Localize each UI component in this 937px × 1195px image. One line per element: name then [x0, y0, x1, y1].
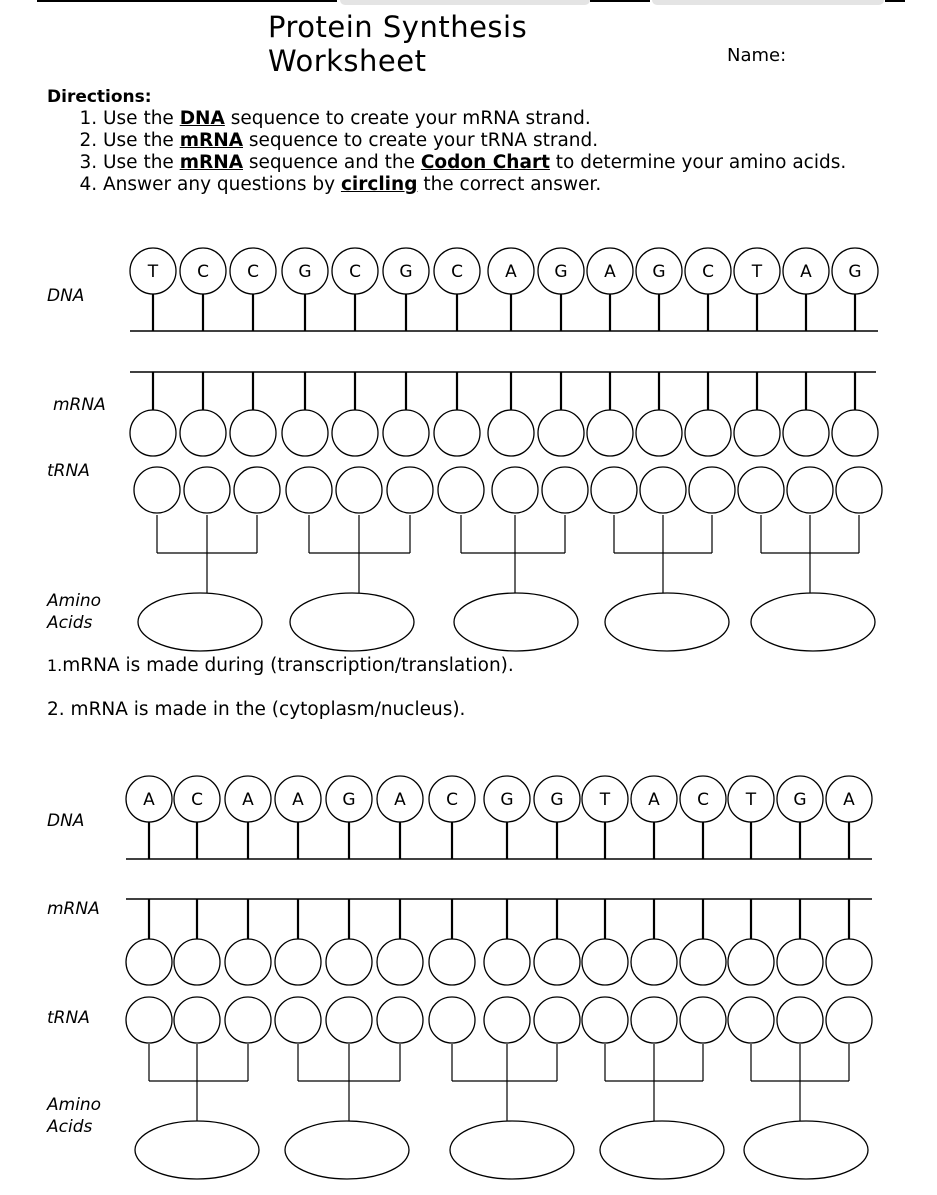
dna-base-letter: A [800, 262, 812, 282]
trna-blank-circle[interactable] [826, 997, 872, 1043]
trna-blank-circle[interactable] [134, 467, 180, 513]
trna-blank-circle[interactable] [225, 997, 271, 1043]
trna-blank-circle[interactable] [336, 467, 382, 513]
dna-base-letter: T [147, 262, 159, 282]
mrna-blank-circle[interactable] [734, 410, 780, 456]
dna-base-letter: C [247, 262, 259, 282]
trna-blank-circle[interactable] [777, 997, 823, 1043]
trna-blank-circle[interactable] [484, 997, 530, 1043]
amino-acids-label: Amino Acids [47, 591, 102, 633]
trna-blank-circle[interactable] [738, 467, 784, 513]
trna-blank-circle[interactable] [275, 997, 321, 1043]
dna-base-letter: G [793, 790, 807, 810]
direction-item: 1. Use the DNA sequence to create your mRNA strand. [103, 108, 923, 130]
dna-base-letter: A [648, 790, 660, 810]
page-title: Protein Synthesis Worksheet [268, 10, 528, 78]
trna-blank-circle[interactable] [326, 997, 372, 1043]
direction-item: 2. Use the mRNA sequence to create your tRNA strand. [103, 130, 923, 152]
mrna-blank-circle[interactable] [484, 939, 530, 985]
trna-blank-circle[interactable] [534, 997, 580, 1043]
dna-base-letter: A [292, 790, 304, 810]
dna-base-letter: G [342, 790, 356, 810]
dna-base-letter: G [652, 262, 666, 282]
dna-base-letter: G [554, 262, 568, 282]
amino-acid-oval[interactable] [138, 593, 262, 651]
dna-base-letter: C [191, 790, 203, 810]
dna-base-letter: T [745, 790, 757, 810]
mrna-blank-circle[interactable] [680, 939, 726, 985]
mrna-blank-circle[interactable] [130, 410, 176, 456]
trna-blank-circle[interactable] [591, 467, 637, 513]
amino-acids-label: Amino Acids [47, 1095, 102, 1137]
mrna-blank-circle[interactable] [434, 410, 480, 456]
dna-base-letter: G [848, 262, 862, 282]
direction-item: 4. Answer any questions by circling the correct answer. [103, 174, 923, 196]
mrna-blank-circle[interactable] [534, 939, 580, 985]
trna-label: tRNA [47, 1008, 90, 1028]
amino-acid-oval[interactable] [135, 1121, 259, 1179]
mrna-blank-circle[interactable] [383, 410, 429, 456]
trna-blank-circle[interactable] [787, 467, 833, 513]
trna-blank-circle[interactable] [174, 997, 220, 1043]
dna-base-letter: C [197, 262, 209, 282]
dna-base-letter: A [505, 262, 517, 282]
dna-base-letter: A [394, 790, 406, 810]
dna-base-letter: A [143, 790, 155, 810]
mrna-blank-circle[interactable] [587, 410, 633, 456]
amino-acid-oval[interactable] [285, 1121, 409, 1179]
mrna-blank-circle[interactable] [180, 410, 226, 456]
mrna-blank-circle[interactable] [174, 939, 220, 985]
directions-heading: Directions: [47, 87, 152, 107]
trna-blank-circle[interactable] [582, 997, 628, 1043]
dna-base-letter: C [349, 262, 361, 282]
amino-acid-oval[interactable] [605, 593, 729, 651]
amino-acid-oval[interactable] [600, 1121, 724, 1179]
dna-base-letter: A [242, 790, 254, 810]
mrna-blank-circle[interactable] [685, 410, 731, 456]
dna-base-letter: C [446, 790, 458, 810]
mrna-blank-circle[interactable] [832, 410, 878, 456]
mrna-blank-circle[interactable] [126, 939, 172, 985]
trna-blank-circle[interactable] [631, 997, 677, 1043]
dna-base-letter: G [399, 262, 413, 282]
dna-base-letter: G [298, 262, 312, 282]
dna-base-letter: G [550, 790, 564, 810]
mrna-blank-circle[interactable] [275, 939, 321, 985]
question-1[interactable]: 1.mRNA is made during (transcription/translation). [47, 655, 514, 676]
dna-base-letter: T [599, 790, 611, 810]
mrna-blank-circle[interactable] [582, 939, 628, 985]
mrna-blank-circle[interactable] [538, 410, 584, 456]
mrna-label: mRNA [53, 395, 106, 415]
dna-base-letter: C [451, 262, 463, 282]
mrna-blank-circle[interactable] [777, 939, 823, 985]
trna-blank-circle[interactable] [680, 997, 726, 1043]
trna-blank-circle[interactable] [377, 997, 423, 1043]
trna-blank-circle[interactable] [689, 467, 735, 513]
trna-blank-circle[interactable] [728, 997, 774, 1043]
trna-blank-circle[interactable] [184, 467, 230, 513]
amino-acid-oval[interactable] [450, 1121, 574, 1179]
dna-base-letter: G [500, 790, 514, 810]
dna-base-letter: A [843, 790, 855, 810]
dna-base-letter: C [697, 790, 709, 810]
mrna-blank-circle[interactable] [225, 939, 271, 985]
amino-acid-oval[interactable] [744, 1121, 868, 1179]
trna-blank-circle[interactable] [542, 467, 588, 513]
name-label: Name: [727, 45, 787, 66]
mrna-blank-circle[interactable] [332, 410, 378, 456]
mrna-blank-circle[interactable] [326, 939, 372, 985]
mrna-blank-circle[interactable] [230, 410, 276, 456]
trna-blank-circle[interactable] [126, 997, 172, 1043]
mrna-label: mRNA [47, 899, 100, 919]
trna-blank-circle[interactable] [429, 997, 475, 1043]
trna-blank-circle[interactable] [234, 467, 280, 513]
trna-label: tRNA [47, 461, 90, 481]
mrna-blank-circle[interactable] [631, 939, 677, 985]
question-2[interactable]: 2. mRNA is made in the (cytoplasm/nucleus). [47, 699, 466, 720]
mrna-blank-circle[interactable] [282, 410, 328, 456]
mrna-blank-circle[interactable] [636, 410, 682, 456]
dna-label: DNA [47, 811, 85, 831]
mrna-blank-circle[interactable] [728, 939, 774, 985]
amino-acid-oval[interactable] [751, 593, 875, 651]
trna-blank-circle[interactable] [640, 467, 686, 513]
dna-base-letter: A [604, 262, 616, 282]
amino-acid-oval[interactable] [454, 593, 578, 651]
trna-blank-circle[interactable] [438, 467, 484, 513]
mrna-blank-circle[interactable] [826, 939, 872, 985]
mrna-blank-circle[interactable] [488, 410, 534, 456]
dna-label: DNA [47, 286, 85, 306]
mrna-blank-circle[interactable] [783, 410, 829, 456]
mrna-blank-circle[interactable] [429, 939, 475, 985]
trna-blank-circle[interactable] [492, 467, 538, 513]
mrna-blank-circle[interactable] [377, 939, 423, 985]
trna-blank-circle[interactable] [836, 467, 882, 513]
direction-item: 3. Use the mRNA sequence and the Codon Chart to determine your amino acids. [103, 152, 923, 174]
trna-blank-circle[interactable] [387, 467, 433, 513]
dna-base-letter: C [702, 262, 714, 282]
dna-base-letter: T [751, 262, 763, 282]
trna-blank-circle[interactable] [286, 467, 332, 513]
amino-acid-oval[interactable] [290, 593, 414, 651]
